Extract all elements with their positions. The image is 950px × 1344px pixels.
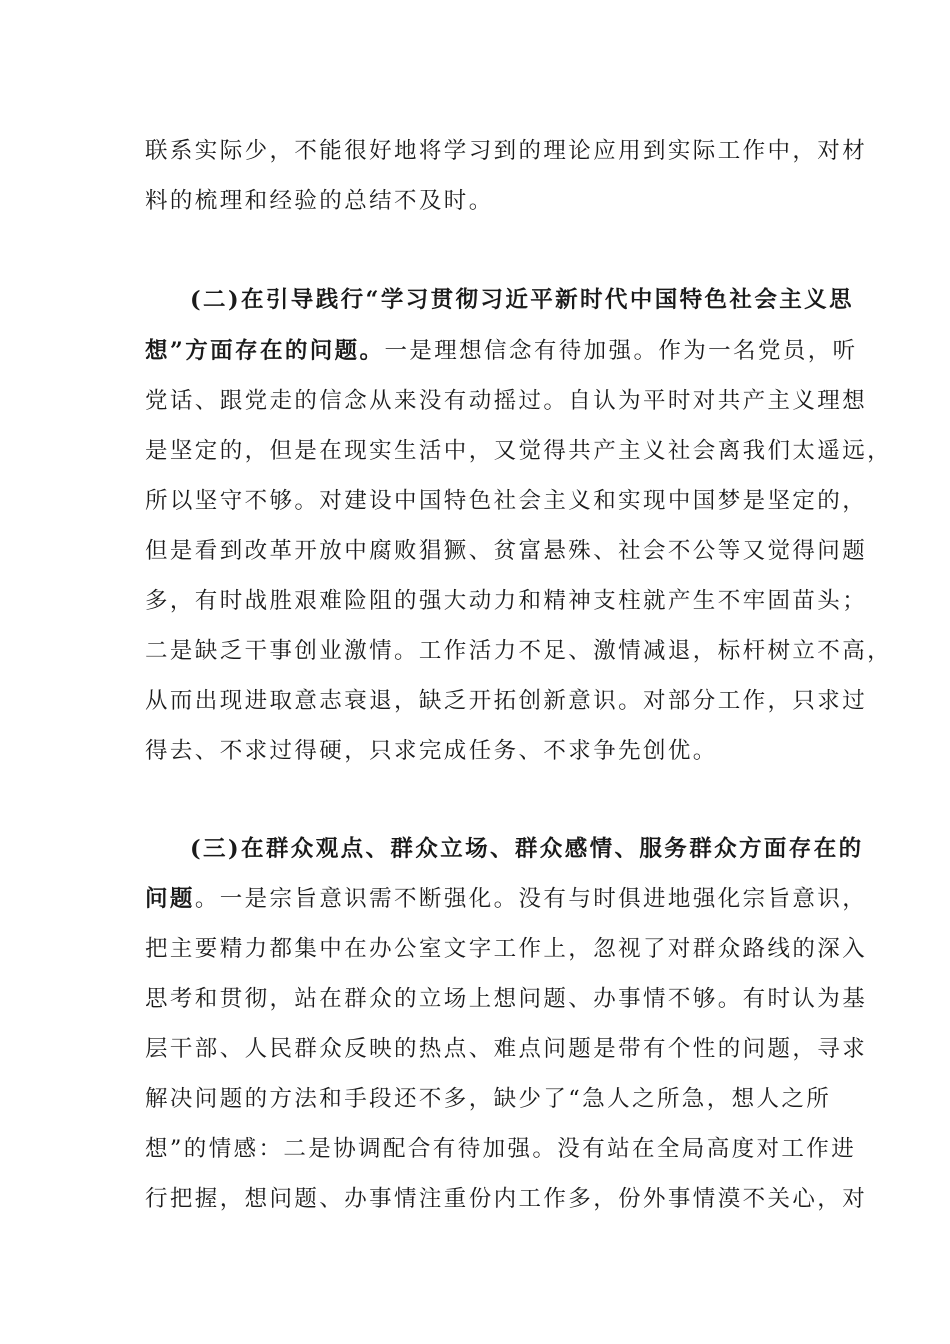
- paragraph-3-line: [145, 1084, 832, 1114]
- paragraph-2-line: [145, 536, 868, 566]
- paragraph-2-line: [145, 736, 825, 766]
- body-text: 行把握，想问题、办事情注重份内工作多，份外事情漠不关心，对: [145, 1186, 868, 1212]
- paragraph-2-line: [145, 386, 868, 416]
- paragraph-3-line: [145, 1134, 857, 1164]
- body-text: 所以坚守不够。对建设中国特色社会主义和实现中国梦是坚定的，: [145, 488, 868, 514]
- body-text: 得去、不求过得硬，只求完成任务、不求争先创优。: [145, 738, 718, 764]
- paragraph-2-line: [145, 586, 868, 616]
- body-text: 从而出现进取意志衰退，缺乏开拓创新意识。对部分工作，只求过: [145, 688, 868, 714]
- paragraph-2-line: [145, 686, 868, 716]
- body-text: 料的梳理和经验的总结不及时。: [145, 188, 494, 214]
- body-text: 思考和贯彻，站在群众的立场上想问题、办事情不够。有时认为基: [145, 986, 868, 1012]
- paragraph-3-line: [145, 884, 868, 914]
- paragraph-3-line: [145, 1034, 868, 1064]
- body-text: 是坚定的，但是在现实生活中，又觉得共产主义社会离我们太遥远，: [145, 438, 893, 464]
- body-text: 。一是宗旨意识需不断强化。没有与时俱进地强化宗旨意识，: [194, 886, 868, 912]
- bold-heading-text: 想”方面存在的问题。: [145, 338, 385, 364]
- body-text: 多，有时战胜艰难险阻的强大动力和精神支柱就产生不牢固苗头；: [145, 588, 868, 614]
- paragraph-3-line: [145, 984, 868, 1014]
- paragraph-2-line: [145, 336, 858, 366]
- body-text: 一是理想信念有待加强。作为一名党员，听: [384, 338, 858, 364]
- body-text: 想”的情感：二是协调配合有待加强。没有站在全局高度对工作进: [145, 1136, 857, 1162]
- bold-heading-text: 问题: [145, 886, 195, 912]
- bold-heading-text: (三)在群众观点、群众立场、群众感情、服务群众方面存在的: [190, 836, 864, 862]
- bold-heading-text: (二)在引导践行“学习贯彻习近平新时代中国特色社会主义思: [190, 287, 854, 313]
- paragraph-3-line: [145, 1184, 868, 1214]
- body-text: 党话、跟党走的信念从来没有动摇过。自认为平时对共产主义理想: [145, 388, 868, 414]
- paragraph-2-line: [145, 436, 893, 466]
- body-text: 层干部、人民群众反映的热点、难点问题是带有个性的问题，寻求: [145, 1036, 868, 1062]
- paragraph-2-line: [145, 636, 893, 666]
- body-text: 联系实际少，不能很好地将学习到的理论应用到实际工作中，对材: [145, 138, 868, 164]
- paragraph-2-line: [145, 486, 868, 516]
- paragraph-3-line: [190, 834, 870, 864]
- body-text: 解决问题的方法和手段还不多，缺少了“急人之所急，想人之所: [145, 1086, 832, 1112]
- body-text: 二是缺乏干事创业激情。工作活力不足、激情减退，标杆树立不高，: [145, 638, 893, 664]
- paragraph-2-line: [190, 285, 870, 315]
- paragraph-1-line: [145, 136, 868, 166]
- paragraph-3-line: [145, 934, 868, 964]
- body-text: 把主要精力都集中在办公室文字工作上，忽视了对群众路线的深入: [145, 936, 868, 962]
- paragraph-1-line: [145, 186, 825, 216]
- body-text: 但是看到改革开放中腐败猖獗、贫富悬殊、社会不公等又觉得问题: [145, 538, 868, 564]
